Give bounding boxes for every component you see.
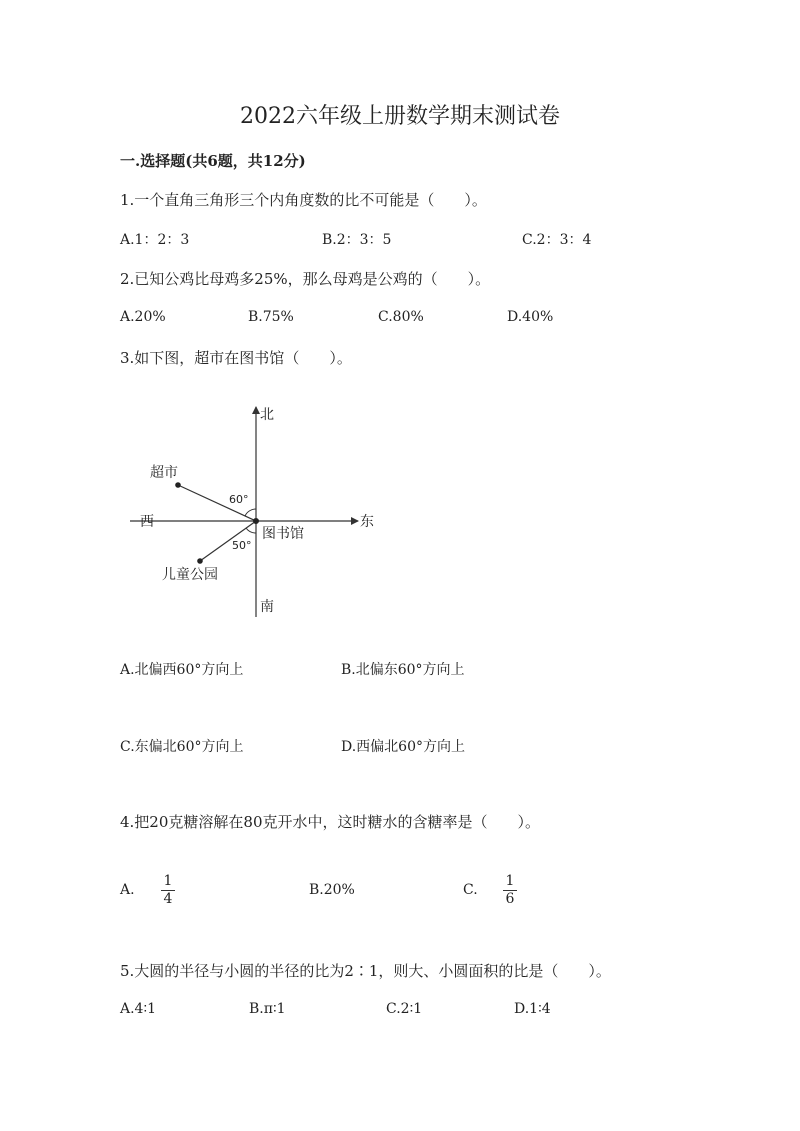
upper-angle-label: 60°	[229, 493, 249, 506]
east-label: 东	[360, 514, 374, 530]
question-2-stem: 2.已知公鸡比母鸡多25%，那么母鸡是公鸡的（ ）。	[120, 270, 491, 288]
fraction-a-denominator: 4	[163, 891, 173, 907]
north-label: 北	[260, 407, 274, 423]
question-4-fraction-a	[161, 874, 175, 907]
library-point	[253, 518, 259, 524]
question-3-option-b[interactable]: B.北偏东60°方向上	[341, 662, 465, 678]
question-4-option-a[interactable]: A.	[120, 882, 135, 898]
question-2-option-b[interactable]: B.75%	[248, 309, 294, 325]
question-5-option-a[interactable]: A.4∶1	[120, 1001, 157, 1017]
question-4-stem: 4.把20克糖溶解在80克开水中，这时糖水的含糖率是（ ）。	[120, 813, 540, 831]
fraction-c-denominator: 6	[505, 891, 515, 907]
question-3-option-a[interactable]: A.北偏西60°方向上	[120, 662, 244, 678]
question-5-option-c[interactable]: C.2∶1	[386, 1001, 423, 1017]
south-label: 南	[260, 599, 274, 615]
question-3-option-c[interactable]: C.东偏北60°方向上	[120, 739, 244, 755]
fraction-a-numerator: 1	[163, 873, 173, 889]
lower-angle-arc	[246, 528, 256, 533]
question-1-stem: 1.一个直角三角形三个内角度数的比不可能是（ ）。	[120, 191, 487, 209]
question-1-option-b[interactable]: B.2：3：5	[322, 232, 392, 248]
question-5-option-b[interactable]: B.π∶1	[249, 1001, 286, 1017]
question-5-option-d[interactable]: D.1∶4	[514, 1001, 551, 1017]
direction-diagram	[130, 395, 390, 625]
supermarket-label: 超市	[150, 465, 178, 481]
lower-angle-label: 50°	[232, 539, 252, 552]
question-3-stem: 3.如下图，超市在图书馆（ ）。	[120, 349, 352, 367]
fraction-c-numerator: 1	[505, 873, 515, 889]
west-label: 西	[140, 514, 154, 530]
question-3-option-d[interactable]: D.西偏北60°方向上	[341, 739, 465, 755]
question-1-option-c[interactable]: C.2：3：4	[522, 232, 592, 248]
library-label: 图书馆	[262, 526, 304, 542]
question-4-option-c[interactable]: C.	[463, 882, 478, 898]
section-heading: 一.选择题(共6题，共12分)	[120, 152, 306, 170]
question-2-option-a[interactable]: A.20%	[120, 309, 166, 325]
question-4-option-b[interactable]: B.20%	[309, 882, 355, 898]
supermarket-point	[175, 482, 181, 488]
question-1-option-a[interactable]: A.1：2：3	[120, 232, 190, 248]
page-title: 2022六年级上册数学期末测试卷	[240, 104, 560, 129]
question-2-option-d[interactable]: D.40%	[507, 309, 554, 325]
question-2-option-c[interactable]: C.80%	[378, 309, 424, 325]
park-label: 儿童公园	[162, 567, 218, 583]
question-4-fraction-c	[503, 874, 517, 907]
park-point	[197, 558, 203, 564]
upper-angle-arc	[245, 509, 256, 516]
question-5-stem: 5.大圆的半径与小圆的半径的比为2∶1，则大、小圆面积的比是（ ）。	[120, 962, 611, 980]
